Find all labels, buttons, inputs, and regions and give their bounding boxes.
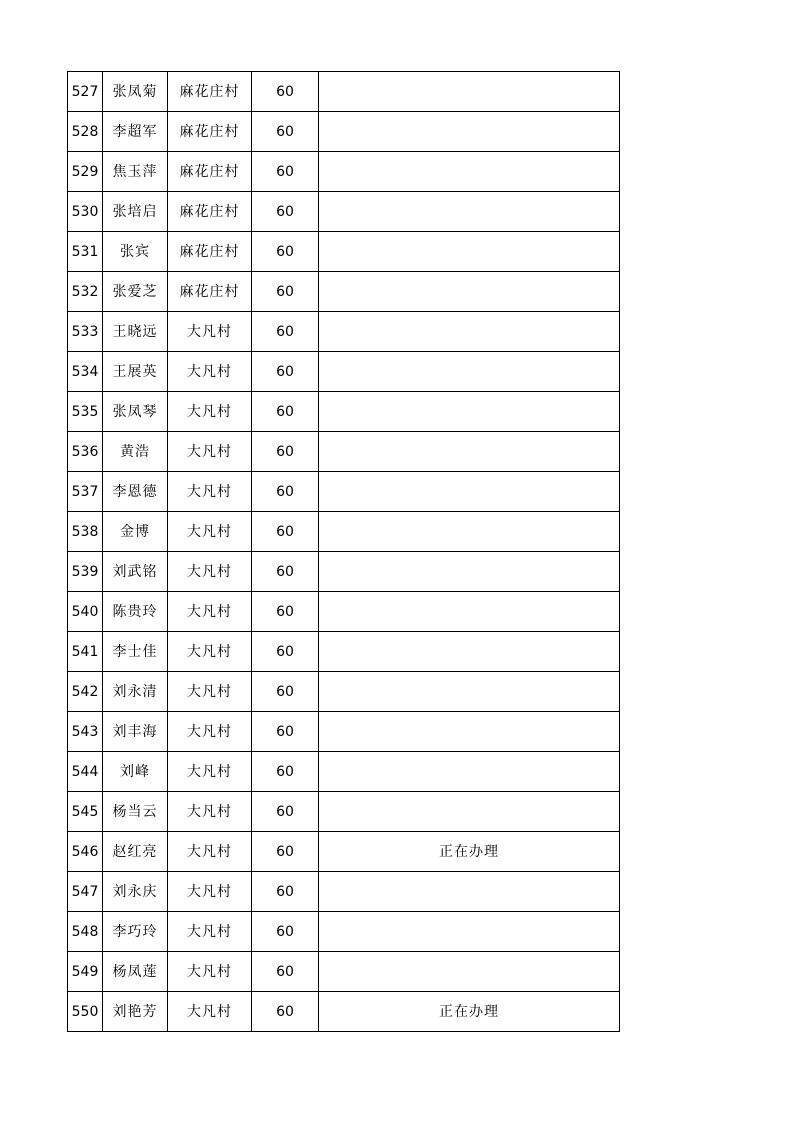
table-row bbox=[68, 832, 620, 872]
village-cell: 大凡村 bbox=[168, 352, 252, 392]
table-row bbox=[68, 792, 620, 832]
amount-cell: 60 bbox=[252, 872, 319, 912]
row-number-cell: 542 bbox=[68, 672, 103, 712]
name-cell: 金博 bbox=[103, 512, 168, 552]
amount-cell: 60 bbox=[252, 192, 319, 232]
village-cell: 麻花庄村 bbox=[168, 152, 252, 192]
name-cell: 陈贵玲 bbox=[103, 592, 168, 632]
amount-cell: 60 bbox=[252, 992, 319, 1032]
note-cell bbox=[319, 632, 620, 672]
amount-cell: 60 bbox=[252, 472, 319, 512]
village-cell: 大凡村 bbox=[168, 872, 252, 912]
note-cell bbox=[319, 752, 620, 792]
name-cell: 刘永庆 bbox=[103, 872, 168, 912]
note-cell bbox=[319, 872, 620, 912]
village-cell: 麻花庄村 bbox=[168, 112, 252, 152]
row-number-cell: 548 bbox=[68, 912, 103, 952]
row-number-cell: 544 bbox=[68, 752, 103, 792]
name-cell: 刘峰 bbox=[103, 752, 168, 792]
note-cell bbox=[319, 72, 620, 112]
row-number-cell: 528 bbox=[68, 112, 103, 152]
name-cell: 王展英 bbox=[103, 352, 168, 392]
village-cell: 大凡村 bbox=[168, 912, 252, 952]
note-cell bbox=[319, 312, 620, 352]
table-row bbox=[68, 312, 620, 352]
name-cell: 李超军 bbox=[103, 112, 168, 152]
name-cell: 刘武铭 bbox=[103, 552, 168, 592]
village-cell: 大凡村 bbox=[168, 832, 252, 872]
name-cell: 李巧玲 bbox=[103, 912, 168, 952]
amount-cell: 60 bbox=[252, 592, 319, 632]
name-cell: 刘艳芳 bbox=[103, 992, 168, 1032]
table-row bbox=[68, 632, 620, 672]
row-number-cell: 550 bbox=[68, 992, 103, 1032]
table-row bbox=[68, 872, 620, 912]
table-row bbox=[68, 352, 620, 392]
note-cell bbox=[319, 552, 620, 592]
amount-cell: 60 bbox=[252, 792, 319, 832]
village-cell: 麻花庄村 bbox=[168, 232, 252, 272]
row-number-cell: 537 bbox=[68, 472, 103, 512]
amount-cell: 60 bbox=[252, 432, 319, 472]
village-cell: 麻花庄村 bbox=[168, 272, 252, 312]
table-row bbox=[68, 672, 620, 712]
table-row bbox=[68, 592, 620, 632]
name-cell: 赵红亮 bbox=[103, 832, 168, 872]
note-cell bbox=[319, 392, 620, 432]
name-cell: 刘丰海 bbox=[103, 712, 168, 752]
name-cell: 刘永清 bbox=[103, 672, 168, 712]
table-row bbox=[68, 512, 620, 552]
table-row bbox=[68, 472, 620, 512]
note-cell bbox=[319, 272, 620, 312]
table-row bbox=[68, 712, 620, 752]
village-cell: 大凡村 bbox=[168, 712, 252, 752]
table-row bbox=[68, 992, 620, 1032]
note-cell bbox=[319, 592, 620, 632]
amount-cell: 60 bbox=[252, 552, 319, 592]
amount-cell: 60 bbox=[252, 272, 319, 312]
amount-cell: 60 bbox=[252, 72, 319, 112]
note-cell bbox=[319, 432, 620, 472]
name-cell: 王晓远 bbox=[103, 312, 168, 352]
name-cell: 李士佳 bbox=[103, 632, 168, 672]
note-cell bbox=[319, 792, 620, 832]
note-cell bbox=[319, 192, 620, 232]
name-cell: 杨当云 bbox=[103, 792, 168, 832]
row-number-cell: 530 bbox=[68, 192, 103, 232]
table-row bbox=[68, 912, 620, 952]
row-number-cell: 534 bbox=[68, 352, 103, 392]
village-cell: 大凡村 bbox=[168, 472, 252, 512]
table-row bbox=[68, 72, 620, 112]
amount-cell: 60 bbox=[252, 352, 319, 392]
table-row bbox=[68, 552, 620, 592]
village-cell: 麻花庄村 bbox=[168, 72, 252, 112]
row-number-cell: 547 bbox=[68, 872, 103, 912]
village-cell: 大凡村 bbox=[168, 992, 252, 1032]
table-row bbox=[68, 952, 620, 992]
name-cell: 李恩德 bbox=[103, 472, 168, 512]
row-number-cell: 545 bbox=[68, 792, 103, 832]
village-cell: 大凡村 bbox=[168, 432, 252, 472]
table-row bbox=[68, 752, 620, 792]
row-number-cell: 540 bbox=[68, 592, 103, 632]
table-row bbox=[68, 392, 620, 432]
name-cell: 张凤琴 bbox=[103, 392, 168, 432]
row-number-cell: 536 bbox=[68, 432, 103, 472]
table-row bbox=[68, 112, 620, 152]
note-cell bbox=[319, 952, 620, 992]
note-cell bbox=[319, 152, 620, 192]
note-cell: 正在办理 bbox=[319, 832, 620, 872]
table-row bbox=[68, 152, 620, 192]
row-number-cell: 532 bbox=[68, 272, 103, 312]
amount-cell: 60 bbox=[252, 112, 319, 152]
table-row bbox=[68, 432, 620, 472]
row-number-cell: 538 bbox=[68, 512, 103, 552]
village-cell: 大凡村 bbox=[168, 792, 252, 832]
row-number-cell: 531 bbox=[68, 232, 103, 272]
village-cell: 大凡村 bbox=[168, 392, 252, 432]
amount-cell: 60 bbox=[252, 912, 319, 952]
amount-cell: 60 bbox=[252, 392, 319, 432]
village-cell: 大凡村 bbox=[168, 752, 252, 792]
row-number-cell: 539 bbox=[68, 552, 103, 592]
amount-cell: 60 bbox=[252, 712, 319, 752]
note-cell bbox=[319, 672, 620, 712]
amount-cell: 60 bbox=[252, 232, 319, 272]
village-cell: 大凡村 bbox=[168, 592, 252, 632]
row-number-cell: 549 bbox=[68, 952, 103, 992]
village-cell: 大凡村 bbox=[168, 312, 252, 352]
row-number-cell: 533 bbox=[68, 312, 103, 352]
note-cell bbox=[319, 352, 620, 392]
name-cell: 张凤菊 bbox=[103, 72, 168, 112]
name-cell: 黄浩 bbox=[103, 432, 168, 472]
amount-cell: 60 bbox=[252, 312, 319, 352]
village-cell: 大凡村 bbox=[168, 952, 252, 992]
amount-cell: 60 bbox=[252, 832, 319, 872]
village-cell: 大凡村 bbox=[168, 672, 252, 712]
village-cell: 大凡村 bbox=[168, 512, 252, 552]
row-number-cell: 527 bbox=[68, 72, 103, 112]
name-cell: 张爱芝 bbox=[103, 272, 168, 312]
name-cell: 张培启 bbox=[103, 192, 168, 232]
row-number-cell: 529 bbox=[68, 152, 103, 192]
note-cell bbox=[319, 472, 620, 512]
amount-cell: 60 bbox=[252, 752, 319, 792]
roster-table-body bbox=[68, 72, 620, 1032]
row-number-cell: 546 bbox=[68, 832, 103, 872]
note-cell: 正在办理 bbox=[319, 992, 620, 1032]
amount-cell: 60 bbox=[252, 952, 319, 992]
amount-cell: 60 bbox=[252, 512, 319, 552]
table-row bbox=[68, 272, 620, 312]
row-number-cell: 535 bbox=[68, 392, 103, 432]
note-cell bbox=[319, 232, 620, 272]
row-number-cell: 543 bbox=[68, 712, 103, 752]
village-cell: 大凡村 bbox=[168, 552, 252, 592]
table-row bbox=[68, 192, 620, 232]
note-cell bbox=[319, 112, 620, 152]
note-cell bbox=[319, 712, 620, 752]
row-number-cell: 541 bbox=[68, 632, 103, 672]
note-cell bbox=[319, 512, 620, 552]
name-cell: 焦玉萍 bbox=[103, 152, 168, 192]
roster-table bbox=[67, 71, 620, 1032]
amount-cell: 60 bbox=[252, 152, 319, 192]
village-cell: 大凡村 bbox=[168, 632, 252, 672]
amount-cell: 60 bbox=[252, 632, 319, 672]
name-cell: 杨凤莲 bbox=[103, 952, 168, 992]
name-cell: 张宾 bbox=[103, 232, 168, 272]
amount-cell: 60 bbox=[252, 672, 319, 712]
note-cell bbox=[319, 912, 620, 952]
village-cell: 麻花庄村 bbox=[168, 192, 252, 232]
table-row bbox=[68, 232, 620, 272]
